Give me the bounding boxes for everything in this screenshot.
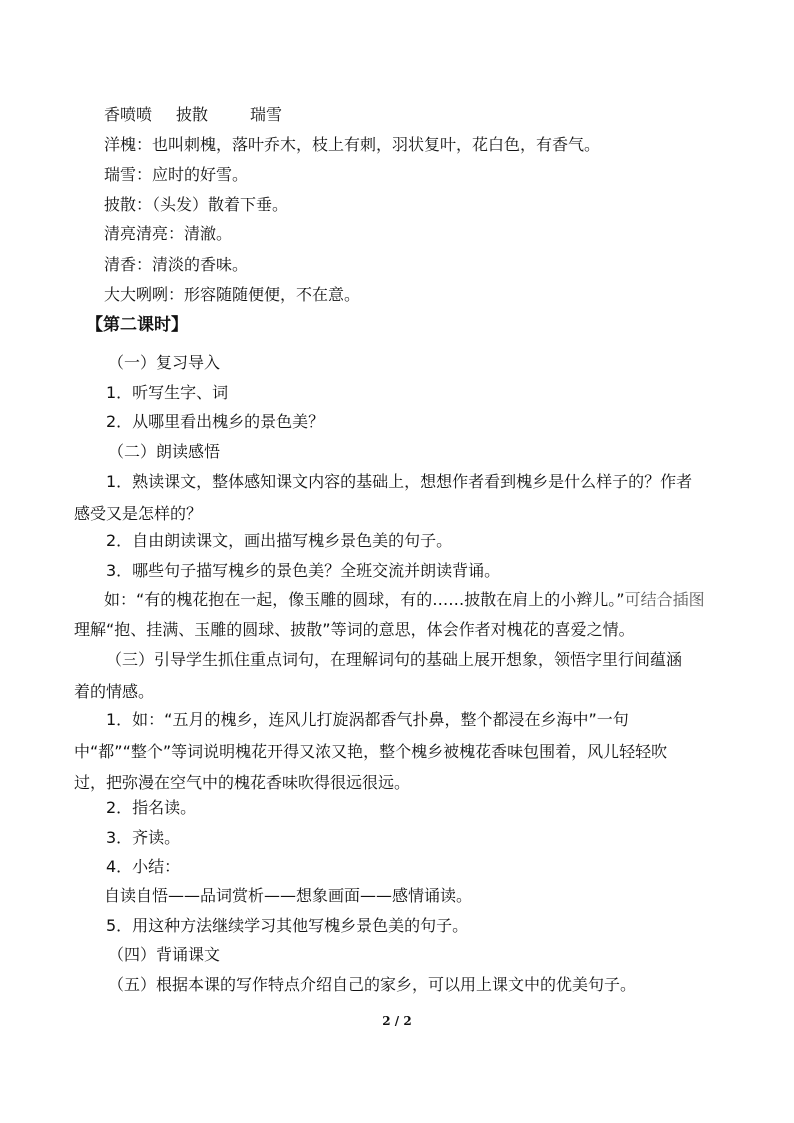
vocab-word: 披散 bbox=[176, 105, 209, 124]
lesson-heading: 【第二课时】 bbox=[86, 315, 188, 335]
list-item: 1．如：“五月的槐乡，连风儿打旋涡都香气扑鼻，整个都浸在乡海中”一句中“都”“整个”等词说明槐花开得又浓又艳，整个槐乡被槐花香味包围着，风儿轻轻吹过，把弥漫在空气中的槐花香味吹得很远很远。 bbox=[74, 710, 668, 792]
definition: 清香：清淡的香味。 bbox=[104, 255, 249, 274]
list-item: 4．小结： bbox=[106, 857, 181, 876]
page-number: 2 / 2 bbox=[382, 1014, 412, 1028]
section-title: （三）引导学生抓住重点词句，在理解词句的基础上展开想象，领悟字里行间蕴涵着的情感。 bbox=[74, 650, 683, 701]
vocab-word: 瑞雪 bbox=[250, 105, 283, 124]
list-item: 1．熟读课文，整体感知课文内容的基础上，想想作者看到槐乡是什么样子的？作者感受又是怎样的？ bbox=[74, 472, 693, 523]
list-item: 5．用这种方法继续学习其他写槐乡景色美的句子。 bbox=[106, 916, 469, 935]
definition: 大大咧咧：形容随随便便，不在意。 bbox=[104, 285, 361, 304]
list-item: 3．齐读。 bbox=[106, 828, 181, 847]
list-item: 1．听写生字、词 bbox=[106, 383, 229, 402]
list-item: 2．指名读。 bbox=[106, 798, 197, 817]
list-item: 2．自由朗读课文，画出描写槐乡景色美的句子。 bbox=[106, 531, 453, 550]
example-text: 理解“抱、挂满、玉雕的圆球、披散”等词的意思，体会作者对槐花的喜爱之情。 bbox=[74, 620, 635, 639]
section-title: （四）背诵课文 bbox=[108, 945, 221, 964]
example-note: 可结合插图 bbox=[624, 590, 705, 609]
vocab-word: 香喷喷 bbox=[104, 105, 153, 124]
example-quote: 如：“有的槐花抱在一起，像玉雕的圆球，有的……披散在肩上的小辫儿。” bbox=[104, 590, 625, 609]
section-title: （一）复习导入 bbox=[108, 353, 221, 372]
definition: 洋槐：也叫刺槐，落叶乔木，枝上有刺，羽状复叶，花白色，有香气。 bbox=[104, 135, 601, 154]
definition: 披散：（头发）散着下垂。 bbox=[104, 195, 289, 214]
vocab-words bbox=[104, 104, 282, 126]
definition: 清亮清亮：清澈。 bbox=[104, 224, 233, 243]
section-title: （五）根据本课的写作特点介绍自己的家乡，可以用上课文中的优美句子。 bbox=[108, 975, 637, 994]
list-item: 3．哪些句子描写槐乡的景色美？全班交流并朗读背诵。 bbox=[106, 561, 501, 580]
definition: 瑞雪：应时的好雪。 bbox=[104, 165, 249, 184]
section-title: （二）朗读感悟 bbox=[108, 442, 221, 461]
example-text bbox=[104, 589, 705, 611]
summary-text: 自读自悟——品词赏析——想象画面——感情诵读。 bbox=[104, 886, 473, 905]
list-item: 2．从哪里看出槐乡的景色美？ bbox=[106, 412, 325, 431]
